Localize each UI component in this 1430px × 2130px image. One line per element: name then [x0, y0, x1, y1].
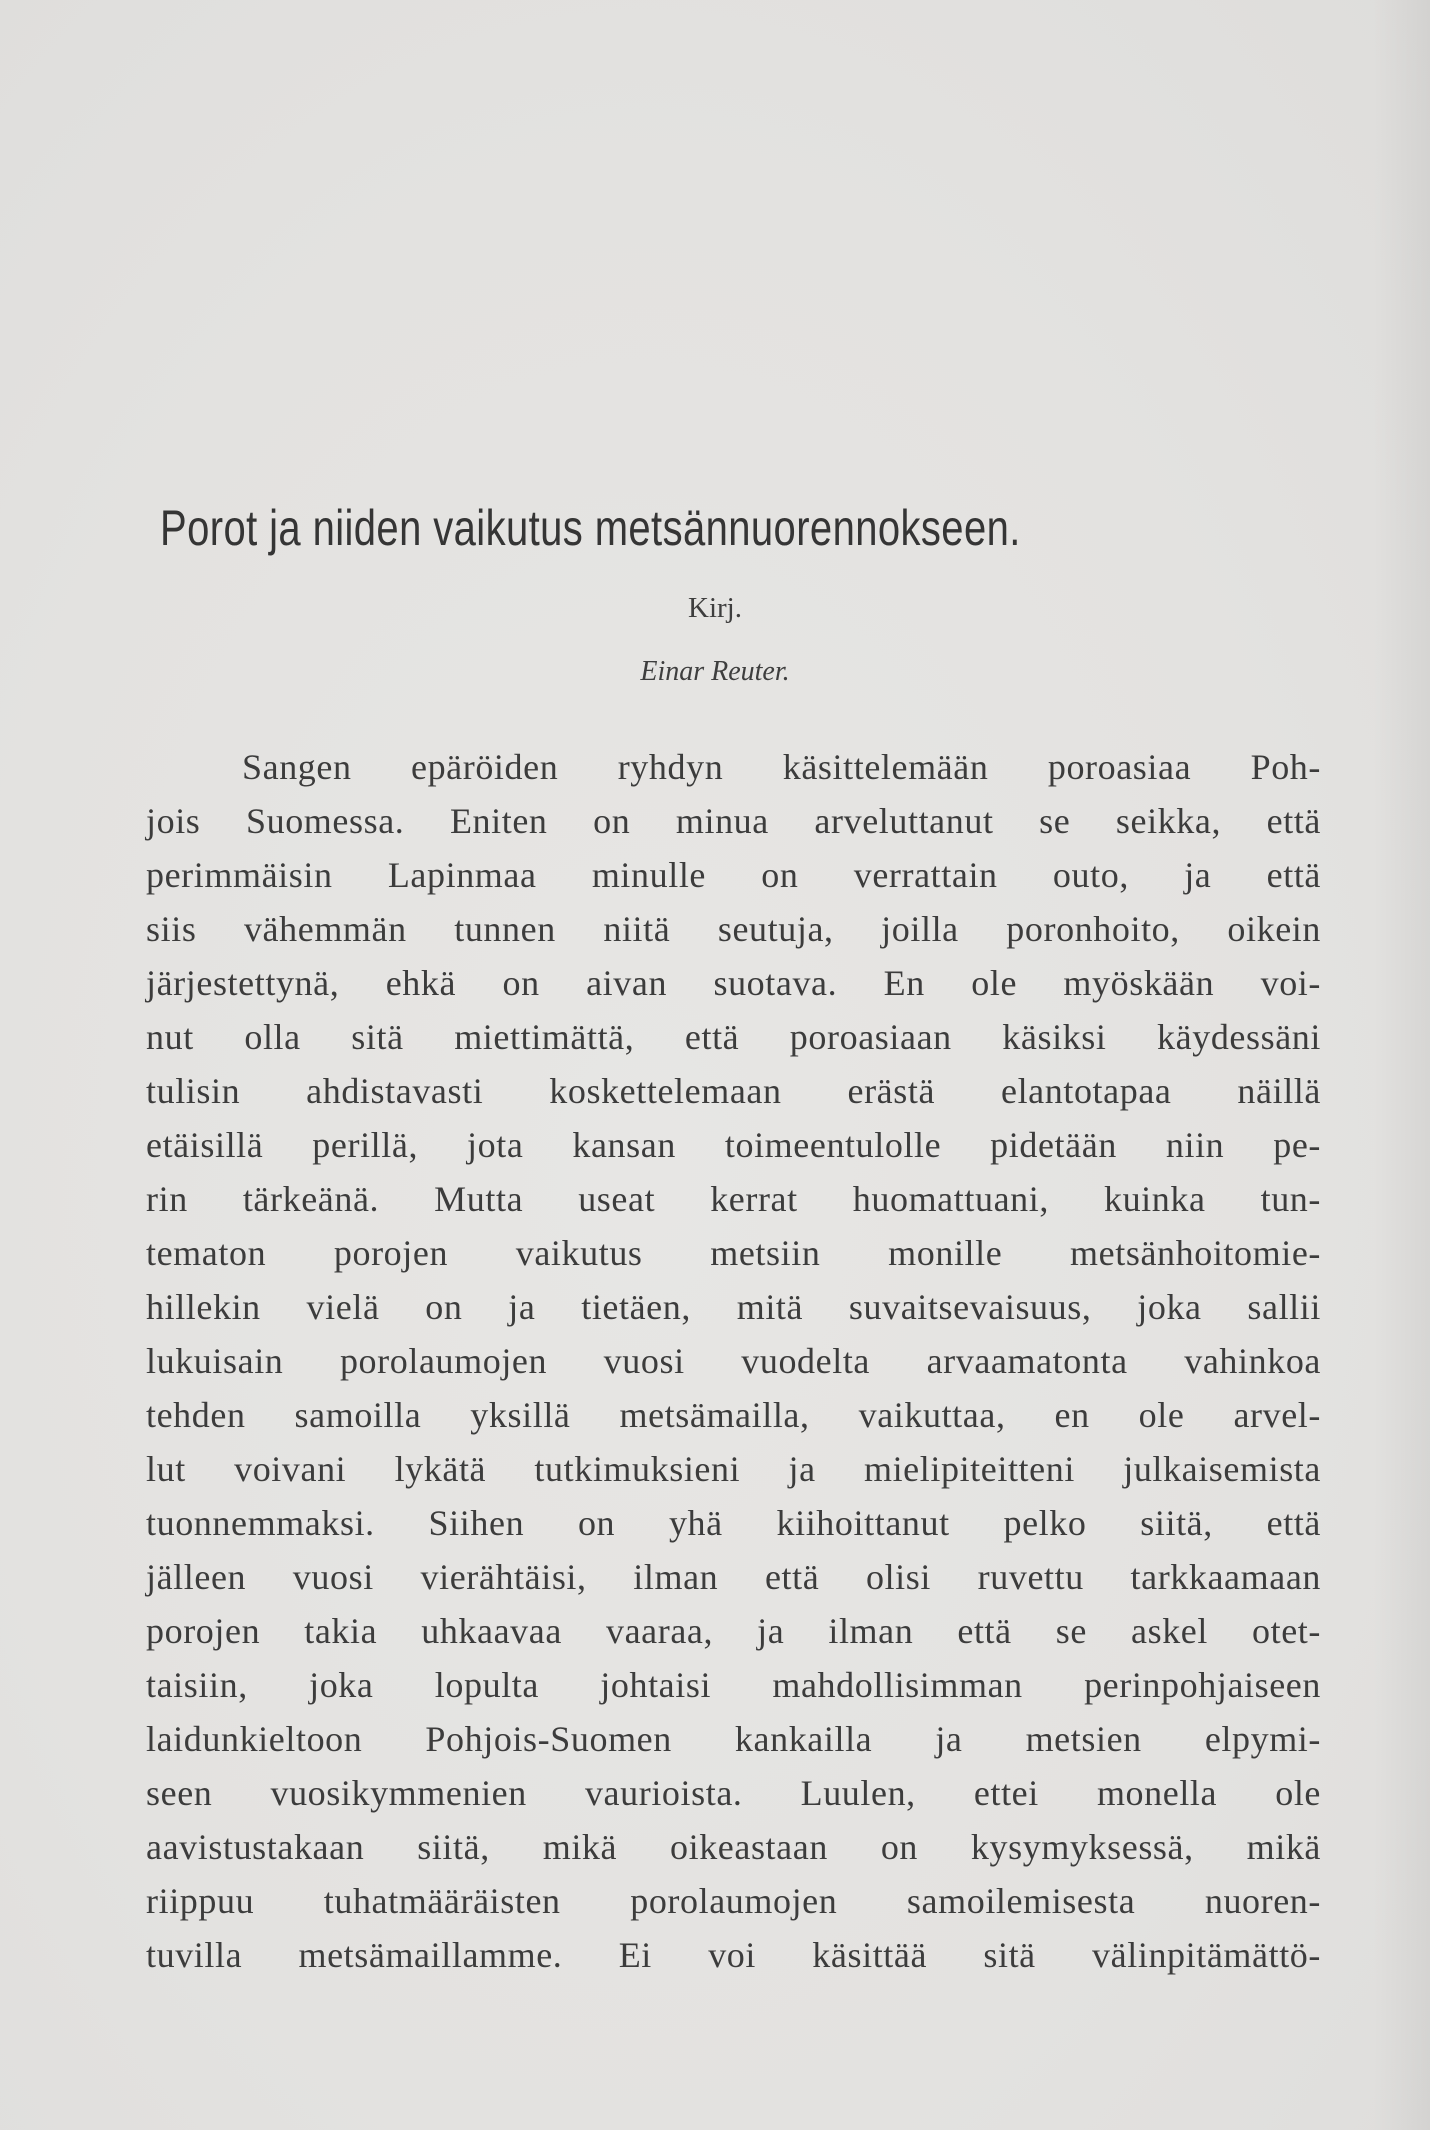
text-line: tehden samoilla yksillä metsämailla, vaikuttaa, en ole arvel-: [146, 1395, 1321, 1435]
text-line: etäisillä perillä, jota kansan toimeentulolle pidetään niin pe-: [146, 1125, 1321, 1165]
text-line: rin tärkeänä. Mutta useat kerrat huomattuani, kuinka tun-: [146, 1179, 1321, 1219]
text-line: tuonnemmaksi. Siihen on yhä kiihoittanut pelko siitä, että: [146, 1503, 1321, 1543]
text-line: Sangen epäröiden ryhdyn käsittelemään poroasiaa Poh-: [242, 747, 1321, 787]
text-line: riippuu tuhatmääräisten porolaumojen samoilemisesta nuoren-: [146, 1881, 1321, 1921]
text-line: aavistustakaan siitä, mikä oikeastaan on kysymyksessä, mikä: [146, 1827, 1321, 1867]
body-paragraph: [146, 740, 1321, 1982]
text-line: järjestettynä, ehkä on aivan suotava. En ole myöskään voi-: [146, 963, 1321, 1003]
text-line: tulisin ahdistavasti koskettelemaan erästä elantotapaa näillä: [146, 1071, 1321, 1111]
text-line: tuvilla metsämaillamme. Ei voi käsittää sitä välinpitämättö-: [146, 1935, 1321, 1975]
text-line: lut voivani lykätä tutkimuksieni ja mielipiteitteni julkaisemista: [146, 1449, 1321, 1489]
page-title: Porot ja niiden vaikutus metsännuorennokseen.: [160, 500, 1021, 556]
text-line: perimmäisin Lapinmaa minulle on verrattain outo, ja että: [146, 855, 1321, 895]
text-line: siis vähemmän tunnen niitä seutuja, joilla poronhoito, oikein: [146, 909, 1321, 949]
text-line: nut olla sitä miettimättä, että poroasiaan käsiksi käydessäni: [146, 1017, 1321, 1057]
byline-kirj: Kirj.: [688, 592, 742, 624]
text-line: seen vuosikymmenien vaurioista. Luulen, ettei monella ole: [146, 1773, 1321, 1813]
author-name: Einar Reuter.: [640, 656, 790, 687]
text-line: jälleen vuosi vierähtäisi, ilman että olisi ruvettu tarkkaamaan: [146, 1557, 1321, 1597]
text-line: tematon porojen vaikutus metsiin monille metsänhoitomie-: [146, 1233, 1321, 1273]
text-line: porojen takia uhkaavaa vaaraa, ja ilman että se askel otet-: [146, 1611, 1321, 1651]
text-line: lukuisain porolaumojen vuosi vuodelta arvaamatonta vahinkoa: [146, 1341, 1321, 1381]
text-line: taisiin, joka lopulta johtaisi mahdollisimman perinpohjaiseen: [146, 1665, 1321, 1705]
text-line: laidunkieltoon Pohjois-Suomen kankailla ja metsien elpymi-: [146, 1719, 1321, 1759]
text-line: hillekin vielä on ja tietäen, mitä suvaitsevaisuus, joka sallii: [146, 1287, 1321, 1327]
text-line: jois Suomessa. Eniten on minua arveluttanut se seikka, että: [146, 801, 1321, 841]
